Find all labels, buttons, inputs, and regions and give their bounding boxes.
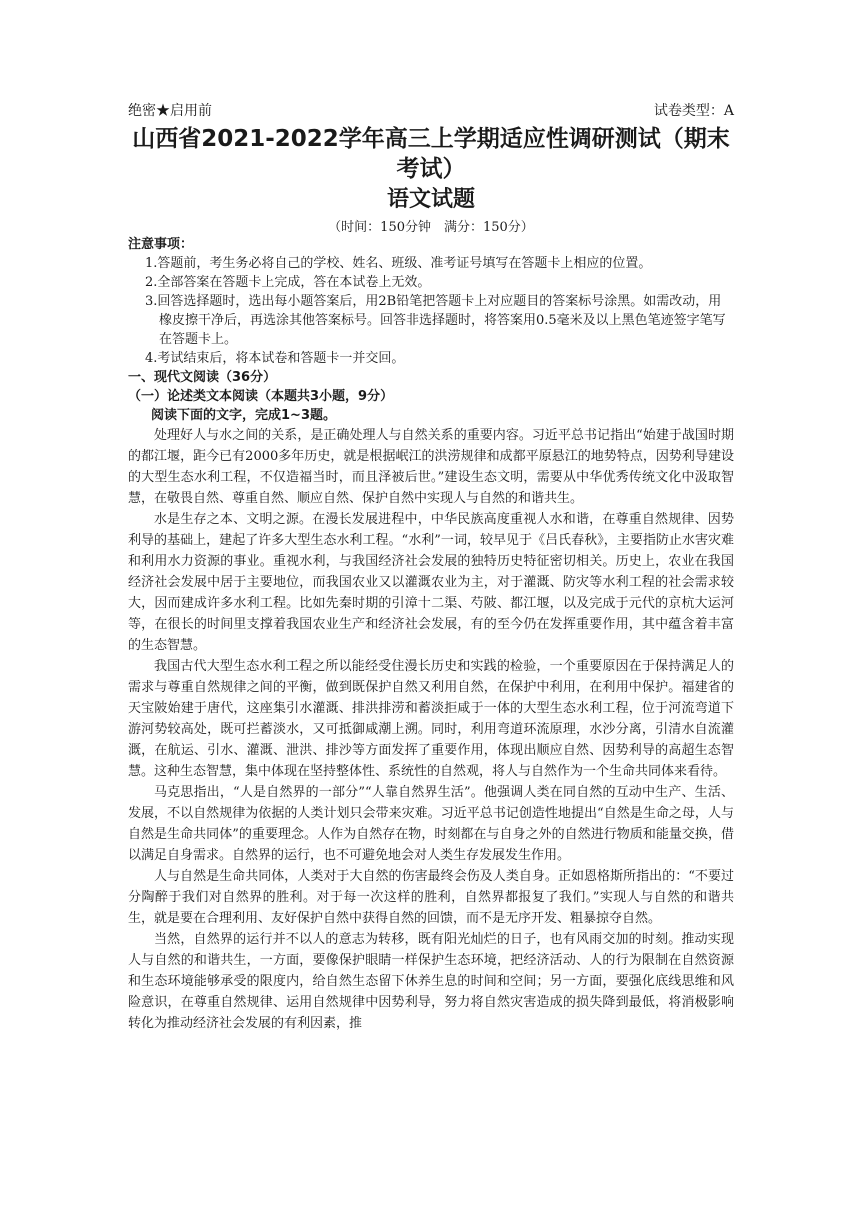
section-heading: 一、现代文阅读（36分） [128,370,277,385]
paper-type: 试卷类型：A [653,103,734,119]
note-item: 1.答题前，考生务必将自己的学校、姓名、班级、准考证号填写在答题卡上相应的位置。 [145,256,652,271]
note-item: 4.考试结束后，将本试卷和答题卡一并交回。 [145,351,405,366]
note-item: 3.回答选择题时，选出每小题答案后，用2B铅笔把答题卡上对应题目的答案标号涂黑。如需改动，用橡皮擦干净后，再选涂其他答案标号。回答非选择题时，将答案用0.5毫米及以上黑色笔迹签字笔写在答题卡上。 [145,294,726,347]
subsection-heading: （一）论述类文本阅读（本题共3小题，9分） [128,389,394,404]
note-item: 2.全部答案在答题卡上完成，答在本试卷上无效。 [145,275,431,290]
confidential-mark: 绝密★启用前 [128,103,212,119]
header-line [128,100,734,120]
passage-paragraph: 马克思指出，“人是自然界的一部分”“人靠自然界生活”。他强调人类在同自然的互动中生产、生活、发展，不以自然规律为依据的人类计划只会带来灾难。习近平总书记创造性地提出“自然是生命之母，人与自然是生命共同体”的重要理念。人作为自然存在物，时刻都在与自身之外的自然进行物质和能量交换，借以满足自身需求。自然界的运行，也不可避免地会对人类生存发展发生作用。 [128,785,734,863]
time-and-score: （时间：150分钟 满分：150分） [328,220,534,235]
passage-paragraph: 水是生存之本、文明之源。在漫长发展进程中，中华民族高度重视人水和谐，在尊重自然规律、因势利导的基础上，建起了许多大型生态水利工程。“水利”一词，较早见于《吕氏春秋》，主要指防止水害灾难和利用水力资源的事业。重视水利，与我国经济社会发展的独特历史特征密切相关。历史上，农业在我国经济社会发展中居于主要地位，而我国农业又以灌溉农业为主，对于灌溉、防灾等水利工程的社会需求较大，因而建成许多水利工程。比如先秦时期的引漳十二渠、芍陂、都江堰，以及完成于元代的京杭大运河等，在很长的时间里支撑着我国农业生产和经济社会发展，有的至今仍在发挥重要作用，其中蕴含着丰富的生态智慧。 [128,512,734,653]
passage-paragraph: 处理好人与水之间的关系，是正确处理人与自然关系的重要内容。习近平总书记指出“始建于战国时期的都江堰，距今已有2000多年历史，就是根据岷江的洪涝规律和成都平原悬江的地势特点，因势利导建设的大型生态水利工程，不仅造福当时，而且泽被后世。”建设生态文明，需要从中华优秀传统文化中汲取智慧，在敬畏自然、尊重自然、顺应自然、保护自然中实现人与自然的和谐共生。 [128,428,734,506]
passage-paragraph: 我国古代大型生态水利工程之所以能经受住漫长历史和实践的检验，一个重要原因在于保持满足人的需求与尊重自然规律之间的平衡，做到既保护自然又利用自然，在保护中利用，在利用中保护。福建省的天宝陂始建于唐代，这座集引水灌溉、排洪排涝和蓄淡拒咸于一体的大型生态水利工程，位于河流弯道下游河势较高处，既可拦蓄淡水，又可抵御咸潮上溯。同时，利用弯道环流原理，水沙分离，引清水自流灌溉，在航运、引水、灌溉、泄洪、排沙等方面发挥了重要作用，体现出顺应自然、因势利导的高超生态智慧。这种生态智慧，集中体现在坚持整体性、系统性的自然观，将人与自然作为一个生命共同体来看待。 [128,659,734,779]
notes-list [128,254,734,368]
passage-paragraph: 当然，自然界的运行并不以人的意志为转移，既有阳光灿烂的日子，也有风雨交加的时刻。推动实现人与自然的和谐共生，一方面，要像保护眼睛一样保护生态环境，把经济活动、人的行为限制在自然资源和生态环境能够承受的限度内，给自然生态留下休养生息的时间和空间；另一方面，要强化底线思维和风险意识，在尊重自然规律、运用自然规律中因势利导，努力将自然灾害造成的损失降到最低，将消极影响转化为推动经济社会发展的有利因素，推 [128,932,734,1031]
passage-paragraph: 人与自然是生命共同体，人类对于大自然的伤害最终会伤及人类自身。正如恩格斯所指出的：“不要过分陶醉于我们对自然界的胜利。对于每一次这样的胜利，自然界都报复了我们。”实现人与自然的和谐共生，就是要在合理利用、友好保护自然中获得自然的回馈，而不是无序开发、粗暴掠夺自然。 [128,869,734,926]
notes-heading: 注意事项： [128,237,194,252]
reading-instruction: 阅读下面的文字，完成1~3题。 [151,408,336,423]
subject-title: 语文试题 [386,187,475,212]
exam-title: 山西省2021-2022学年高三上学期适应性调研测试（期末考试） [132,126,730,182]
